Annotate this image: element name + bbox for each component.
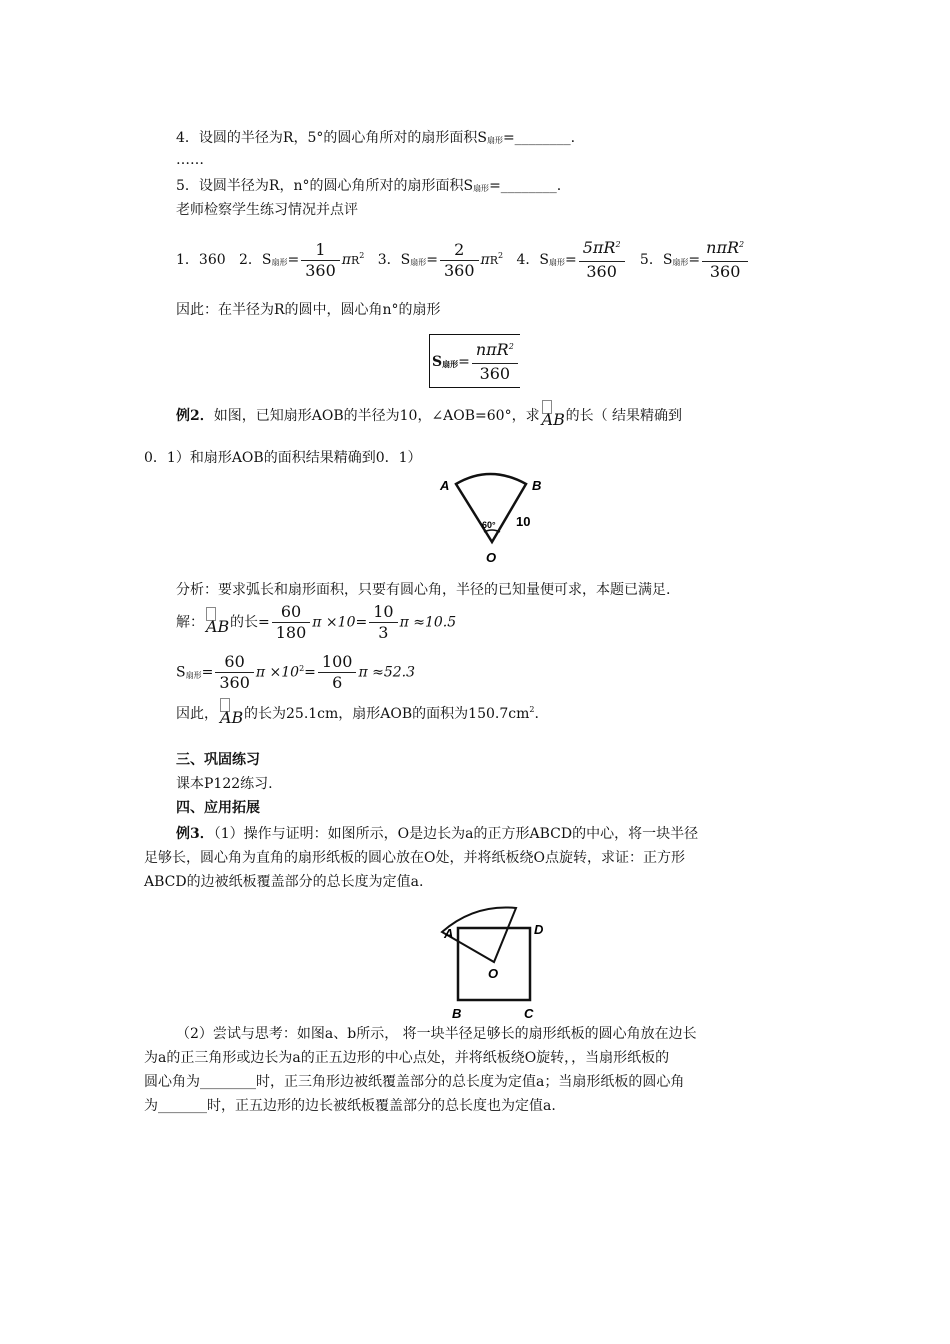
question-4: 4．设圆的半径为R，5°的圆心角所对的扇形面积S扇形=________. bbox=[176, 130, 576, 146]
example-3-line-2: 足够长，圆心角为直角的扇形纸板的圆心放在O处，并将纸板绕O点旋转，求证：正方形 bbox=[144, 850, 685, 866]
angle-mark bbox=[484, 530, 500, 532]
section-3-title: 三、巩固练习 bbox=[176, 752, 260, 768]
part-2-line-2: 为a的正三角形或边长为a的正五边形的中心点处，并将纸板绕O旋转，，当扇形纸板的 bbox=[144, 1050, 670, 1066]
fraction-5piR2-360: $\frac{5\pi R^2}{360}$ bbox=[579, 238, 625, 282]
label-O: O bbox=[486, 550, 497, 565]
label-angle: 60° bbox=[482, 520, 496, 530]
label-O: O bbox=[488, 966, 499, 981]
label-C: C bbox=[524, 1006, 534, 1020]
example-3-line-3: ABCD的边被纸板覆盖部分的总长度为定值a. bbox=[144, 874, 424, 890]
label-B: B bbox=[452, 1006, 462, 1020]
arc-ab-symbol-3: AB bbox=[218, 702, 244, 726]
example-2-line-1: 例2．如图，已知扇形AOB的半径为10，∠AOB=60°，求 AB 的长（ 结果精确到 bbox=[176, 404, 682, 428]
example-3-line-1: 例3．（1）操作与证明：如图所示，O是边长为a的正方形ABCD的中心，将一块半径 bbox=[176, 826, 699, 842]
section-4-title: 四、应用拓展 bbox=[176, 800, 260, 816]
arc-ab-symbol-2: AB bbox=[204, 611, 230, 635]
part-2-line-4: 为_______时，正五边形的边长被纸板覆盖部分的总长度也为定值a. bbox=[144, 1098, 556, 1114]
fraction-npiR2-360: $\frac{n\pi R^2}{360}$ bbox=[702, 238, 748, 282]
solution-arc-length: 解： AB 的长= $\frac{60}{180}$ π ×10= $\frac{10}{3}$ π ≈10.5 bbox=[176, 602, 457, 642]
analysis-line: 分析：要求弧长和扇形面积，只要有圆心角，半径的已知量便可求，本题已满足. bbox=[176, 582, 671, 598]
section-3-text: 课本P122练习. bbox=[176, 776, 273, 792]
teacher-review: 老师检察学生练习情况并点评 bbox=[176, 202, 358, 218]
label-A: A bbox=[444, 926, 454, 941]
solution-conclusion: 因此， AB 的长为25.1cm，扇形AOB的面积为$150.7cm^2$. bbox=[176, 702, 539, 726]
fraction-2-360: $\frac{2}{360}$ bbox=[440, 240, 479, 281]
sector-outline bbox=[456, 474, 526, 542]
label-B: B bbox=[532, 478, 542, 493]
part-2-line-1: （2）尝试与思考：如图a、b所示， 将一块半径足够长的扇形纸板的圆心角放在边长 bbox=[176, 1026, 697, 1042]
example-2-line-2: 0．1）和扇形AOB的面积结果精确到0．1） bbox=[144, 450, 422, 466]
figure-sector-aob bbox=[430, 470, 550, 570]
sector-formula: S扇形= $\frac{n\pi R^2}{360}$ bbox=[432, 340, 520, 384]
ellipsis: …… bbox=[176, 152, 204, 168]
part-2-line-3: 圆心角为________时，正三角形边被纸覆盖部分的总长度为定值a；当扇形纸板的圆心角 bbox=[144, 1074, 685, 1090]
arc-ab-symbol: AB bbox=[540, 404, 566, 428]
square-outline bbox=[458, 928, 530, 1000]
label-radius: 10 bbox=[516, 514, 531, 529]
question-5: 5．设圆半径为R，n°的圆心角所对的扇形面积S扇形=________. bbox=[176, 178, 562, 194]
therefore-line: 因此：在半径为R的圆中，圆心角n°的扇形 bbox=[176, 302, 441, 318]
fraction-1-360: $\frac{1}{360}$ bbox=[301, 240, 340, 281]
figure-square-abcd bbox=[432, 900, 552, 1020]
answers-row: 1．360 2．S扇形= $\frac{1}{360}$ $\pi R^2$ 3．S扇形= $\frac{2}{360}$ $\pi R^2$ 4．S扇形= $\frac{5\pi R^2}{360}$ 5．S扇形= $\frac{n\pi R^2}{360}$ bbox=[176, 238, 750, 282]
label-A: A bbox=[440, 478, 450, 493]
solution-sector-area: S扇形= $\frac{60}{360}$ $\pi \times 10^2=$ $\frac{100}{6}$ π ≈52.3 bbox=[176, 652, 416, 692]
label-D: D bbox=[534, 922, 544, 937]
